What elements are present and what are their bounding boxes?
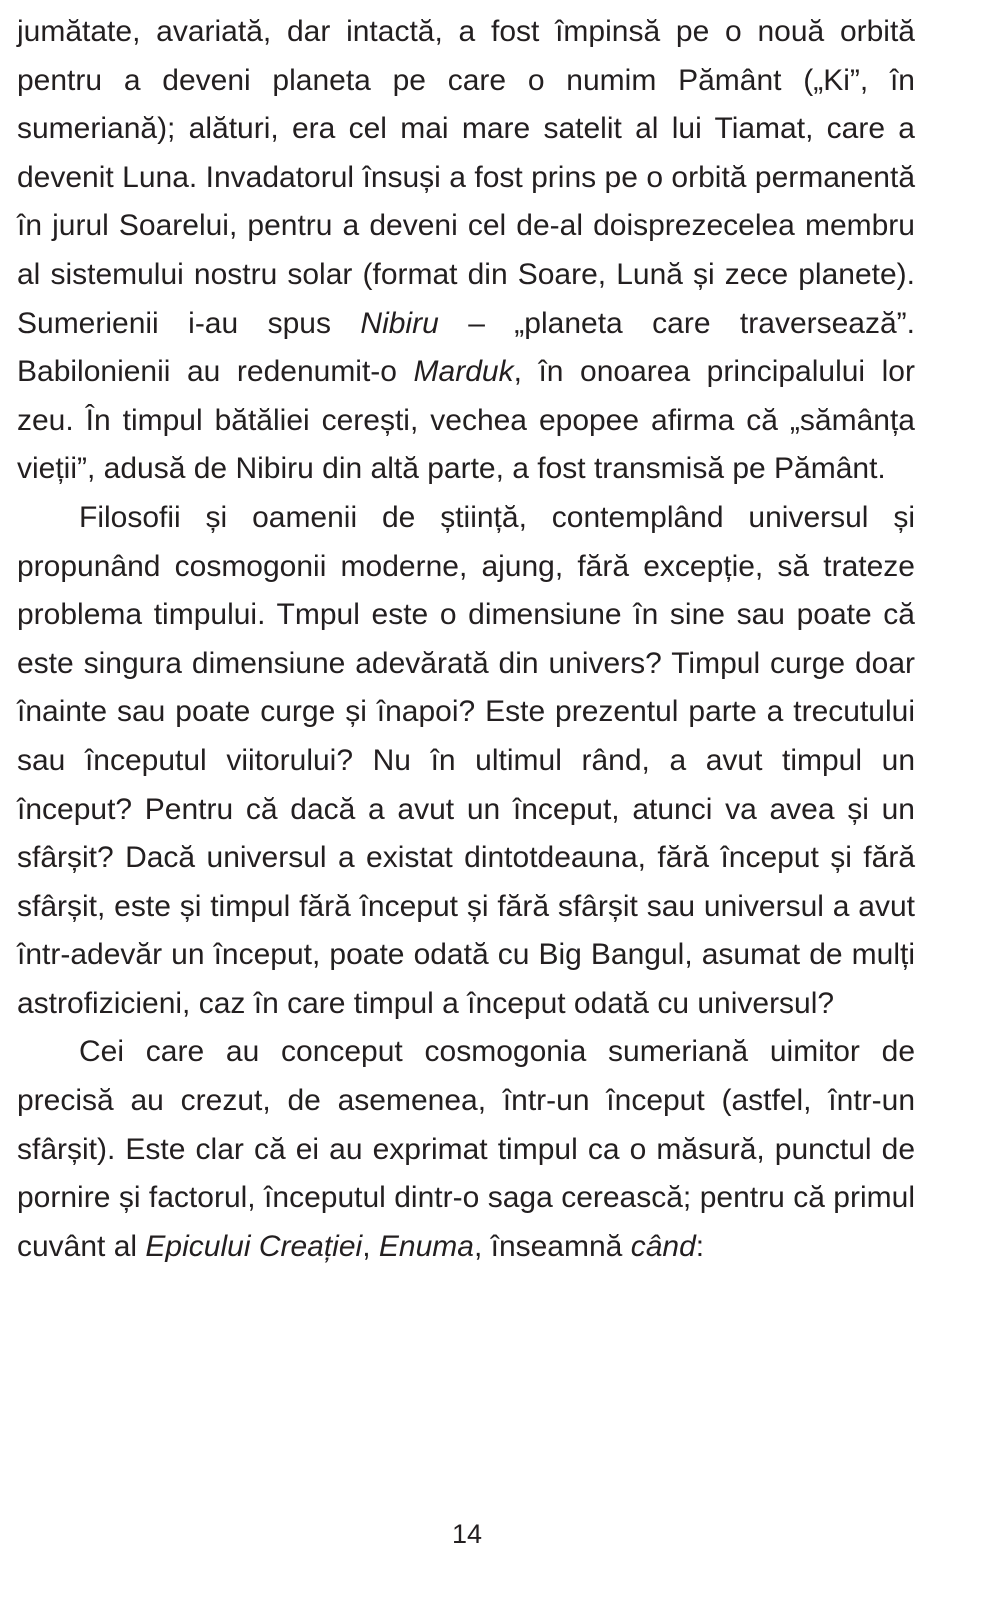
text-run: Filosofii și oamenii de știință, contemplând universul și propunând cosmogonii moderne, ajung, fără excepție, să trateze problema timpului. Tmpul este o dimensiune în sine sau poate că este singura dimensiune adevărată din univers? Timpul curge doar înainte sau poate curge și înapoi? Este prezentul parte a trecutului sau începutul viitorului? Nu în ultimul rând, a avut timpul un început? Pentru că dacă a avut un început, atunci va avea și un sfârșit? Dacă universul a existat dintotdeauna, fără început și fără sfârșit, este și timpul fără început și fără sfârșit sau universul a avut într-adevăr un început, poate odată cu Big Bangul, asumat de mulți astrofizicieni, caz în care timpul a început odată cu universul? xyxy=(17,500,915,1020)
italic-term-marduk: Marduk xyxy=(413,355,514,389)
italic-term-enuma: Enuma xyxy=(378,1229,474,1263)
text-run: – „planeta care traversează”. Babilonienii au redenumit-o xyxy=(17,306,915,389)
paragraph-3 xyxy=(17,1028,915,1271)
text-run: , înseamnă xyxy=(473,1229,631,1263)
paragraph-1 xyxy=(17,8,915,494)
text-run: , xyxy=(362,1229,379,1263)
italic-term-nibiru: Nibiru xyxy=(360,306,439,340)
page-body xyxy=(17,8,915,1271)
text-run: Cei care au conceput cosmogonia sumeriană uimitor de precisă au crezut, de asemenea, într-un început (astfel, într-un sfârșit). Este clar că ei au exprimat timpul ca o măsură, punctul de pornire și factorul, începutul dintr-o saga cerească; pentru că primul cuvânt al xyxy=(17,1035,915,1263)
text-run: , în onoarea principalului lor zeu. În timpul bătăliei cerești, vechea epopee afirma că „sămânța vieții”, adusă de Nibiru din altă parte, a fost transmisă pe Pământ. xyxy=(17,355,915,486)
text-run: jumătate, avariată, dar intactă, a fost împinsă pe o nouă orbită pentru a deveni planeta pe care o numim Pământ („Ki”, în sumeriană); alături, era cel mai mare satelit al lui Tiamat, care a devenit Luna. Invadatorul însuși a fost prins pe o orbită permanentă în jurul Soarelui, pentru a deveni cel de-al doisprezecelea membru al sistemului nostru solar (format din Soare, Lună și zece planete). Sumerienii i-au spus xyxy=(17,15,915,340)
italic-term-cand: când xyxy=(630,1229,696,1263)
paragraph-2 xyxy=(17,494,915,1029)
italic-title-epicul-creatiei: Epicului Creației xyxy=(145,1229,363,1263)
page-number: 14 xyxy=(451,1519,483,1549)
text-run: : xyxy=(695,1229,705,1263)
